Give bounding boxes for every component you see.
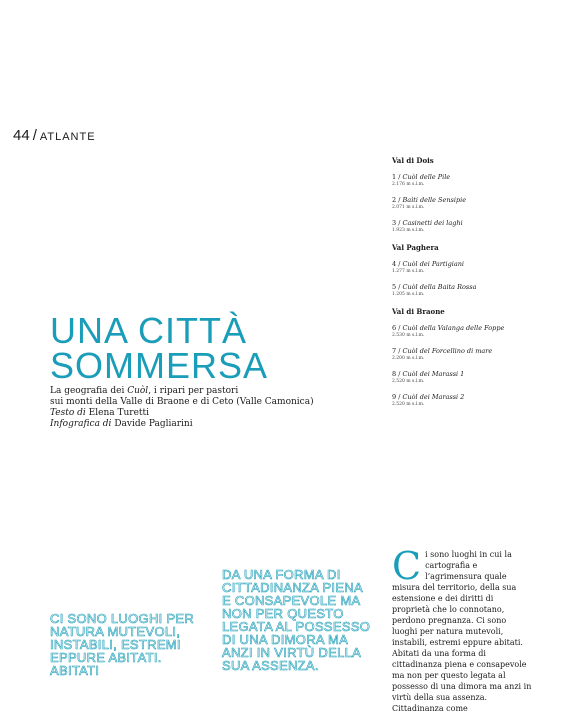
pull-quote-left: CI SONO LUOGHI PER NATURA MUTEVOLI, INSTABILI, ESTREMI EPPURE ABITATI. ABITATI <box>50 611 195 678</box>
shelter-name: Casinetti dei laghi <box>402 219 463 227</box>
shelter-name: Cuòl dei Marassi 1 <box>402 370 465 378</box>
shelter-name: Cuòl dei Partigiani <box>402 260 464 268</box>
folio-separator: / <box>32 127 37 144</box>
shelter-altitude: 1.923 m s.l.m. <box>392 228 425 233</box>
shelter-number: 3 / <box>392 219 401 227</box>
article-standfirst <box>50 386 350 430</box>
title-line-1: UNA CITTÀ <box>50 310 248 351</box>
valley-group <box>392 307 542 407</box>
standfirst-post: , i ripari per pastori <box>148 386 239 396</box>
shelter-entry <box>392 173 542 187</box>
valley-title: Val di Braone <box>392 307 445 316</box>
shelter-name: Cuòl delle Pile <box>402 173 451 181</box>
shelter-entry <box>392 196 542 210</box>
shelter-number: 9 / <box>392 393 401 401</box>
shelter-entry <box>392 324 542 338</box>
shelter-altitude: 2.520 m s.l.m. <box>392 402 425 407</box>
shelter-number: 8 / <box>392 370 401 378</box>
standfirst-pre: La geografia dei <box>50 386 128 396</box>
shelter-index <box>392 156 542 417</box>
body-paragraph: i sono luoghi in cui la cartografia e l’agrimensura quale misura del territorio, della sua estensione e dei diritti di proprietà che lo connotano, perdono pregnanza. Ci sono luoghi per natura mutevoli, instabili, estremi eppure abitati. Abitati da una forma di cittadinanza piena e consapevole ma non per questo legata al possesso di una dimora ma anzi in virtù della sua assenza. Cittadinanza come <box>392 550 532 713</box>
shelter-number: 4 / <box>392 260 401 268</box>
standfirst-ital: Cuòl <box>127 386 149 396</box>
shelter-altitude: 2.200 m s.l.m. <box>392 356 425 361</box>
standfirst-line-2: sui monti della Valle di Braone e di Ceto (Valle Camonica) <box>50 397 314 407</box>
article-title <box>50 310 269 386</box>
shelter-entry <box>392 219 542 233</box>
page-number: 44 <box>13 127 30 144</box>
running-header <box>13 127 96 145</box>
valley-title: Val di Dois <box>392 156 434 165</box>
shelter-altitude: 2.176 m s.l.m. <box>392 182 425 187</box>
shelter-number: 2 / <box>392 196 401 204</box>
shelter-number: 7 / <box>392 347 401 355</box>
shelter-name: Cuòl della Baita Rossa <box>402 283 477 291</box>
infographic-credit-label: Infografica di <box>50 419 112 429</box>
text-credit-author: Elena Turetti <box>88 408 150 418</box>
shelter-name: Cuòl del Forcellino di mare <box>402 347 493 355</box>
valley-group <box>392 243 542 297</box>
shelter-name: Baìti delle Sensipie <box>402 196 467 204</box>
shelter-number: 1 / <box>392 173 401 181</box>
valley-group <box>392 156 542 233</box>
shelter-number: 6 / <box>392 324 401 332</box>
body-text <box>392 544 532 714</box>
text-credit-label: Testo di <box>50 408 86 418</box>
pull-quote-center: DA UNA FORMA DI CITTADINANZA PIENA E CONSAPEVOLE MA NON PER QUESTO LEGATA AL POSSESSO DI UNA DIMORA MA ANZI IN VIRTÙ DELLA SUA ASSENZA. <box>222 567 371 673</box>
section-name: ATLANTE <box>39 131 96 143</box>
shelter-number: 5 / <box>392 283 401 291</box>
shelter-altitude: 2.530 m s.l.m. <box>392 333 425 338</box>
shelter-entry <box>392 260 542 274</box>
shelter-altitude: 2.520 m s.l.m. <box>392 379 425 384</box>
shelter-entry <box>392 347 542 361</box>
shelter-altitude: 2.071 m s.l.m. <box>392 205 425 210</box>
shelter-altitude: 1.277 m s.l.m. <box>392 269 425 274</box>
shelter-entry <box>392 393 542 407</box>
shelter-altitude: 1.205 m s.l.m. <box>392 292 425 297</box>
drop-cap: C <box>392 544 422 588</box>
shelter-entry <box>392 370 542 384</box>
shelter-name: Cuòl della Valanga delle Foppe <box>402 324 505 332</box>
shelter-entry <box>392 283 542 297</box>
title-line-2: SOMMERSA <box>50 345 269 386</box>
infographic-credit-author: Davide Pagliarini <box>114 419 193 429</box>
valley-title: Val Paghera <box>392 243 439 252</box>
shelter-name: Cuòl dei Marassi 2 <box>402 393 465 401</box>
